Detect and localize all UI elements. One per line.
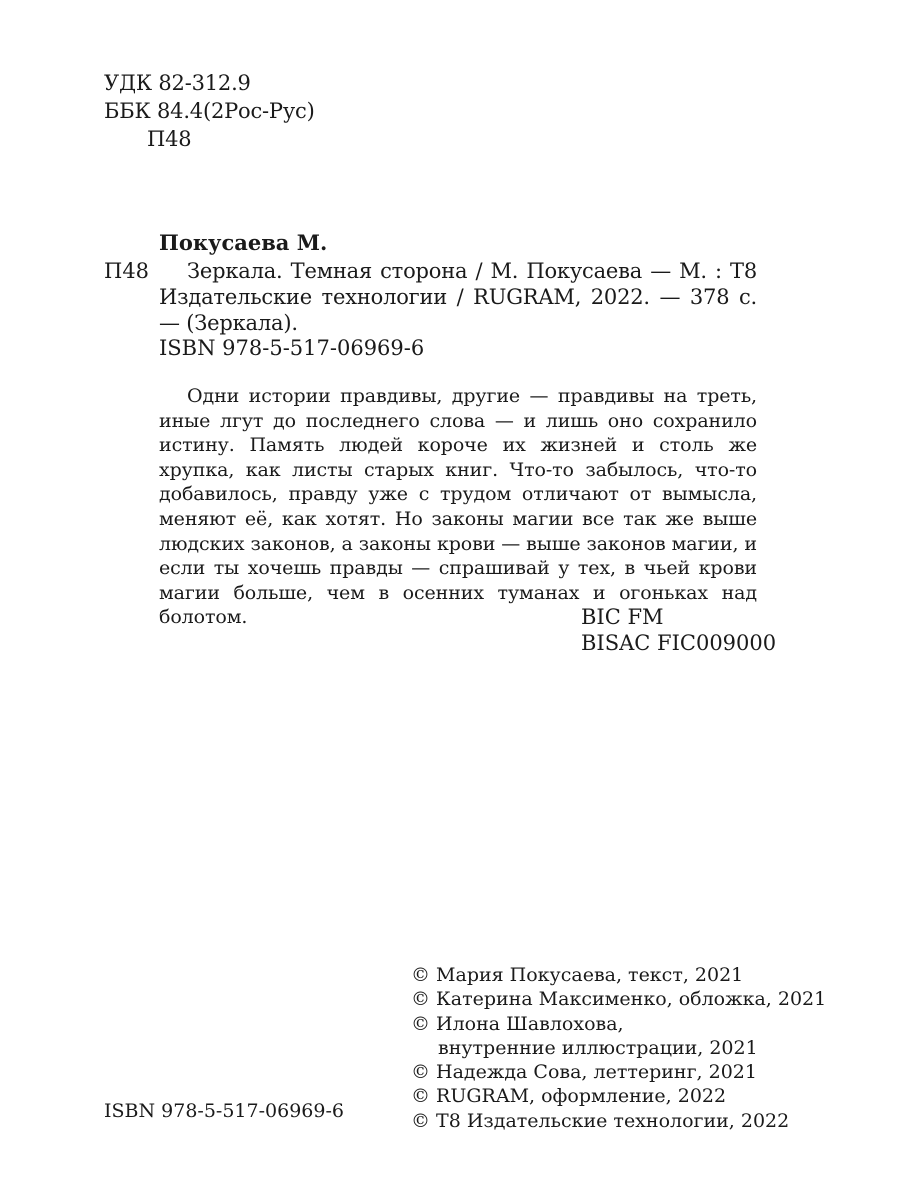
author-sign: П48	[147, 127, 192, 151]
isbn-main: ISBN 978-5-517-06969-6	[159, 336, 425, 360]
copyright-list	[411, 963, 826, 1133]
copyright-line: © Надежда Сова, леттеринг, 2021	[411, 1061, 757, 1084]
bibliographic-code: П48	[104, 259, 150, 283]
isbn-footer: ISBN 978-5-517-06969-6	[104, 1100, 344, 1122]
bbk-code: ББК 84.4(2Рос-Рус)	[104, 99, 315, 123]
bisac-code: BISAC FIC009000	[581, 631, 777, 655]
copyright-line: © RUGRAM, оформление, 2022	[411, 1085, 727, 1108]
udk-code: УДК 82-312.9	[104, 71, 251, 95]
copyright-line: © Илона Шавлохова,	[411, 1012, 624, 1035]
annotation-text: Одни истории правдивы, другие — правдивы на треть, иные лгут до последнего слова — и лишь оно сохранило истину. Память людей короче их жизней и столь же хрупка, как листы старых книг. Что-то забылось, что-то добавилось, правду уже с трудом отличают от вымысла, меняют её, как хотят. Но законы магии все так же выше людских законов, а законы крови — выше законов магии, и если ты хочешь правды — спрашивай у тех, в чьей крови магии больше, чем в осенних туманах и огоньках над болотом.	[159, 385, 757, 629]
author-name: Покусаева М.	[159, 230, 328, 255]
copyright-line-continuation: внутренние иллюстрации, 2021	[438, 1036, 758, 1059]
bic-code: BIC FM	[581, 605, 664, 629]
copyright-line: © Катерина Максименко, обложка, 2021	[411, 988, 827, 1011]
copyright-line: © Т8 Издательские технологии, 2022	[411, 1109, 790, 1132]
copyright-line: © Мария Покусаева, текст, 2021	[411, 964, 744, 986]
subject-codes	[581, 604, 776, 656]
bibliographic-description: Зеркала. Темная сторона / М. Покусаева — М. : Т8 Издательские технологии / RUGRAM, 2022. — 378 с. — (Зеркала).	[159, 259, 757, 335]
